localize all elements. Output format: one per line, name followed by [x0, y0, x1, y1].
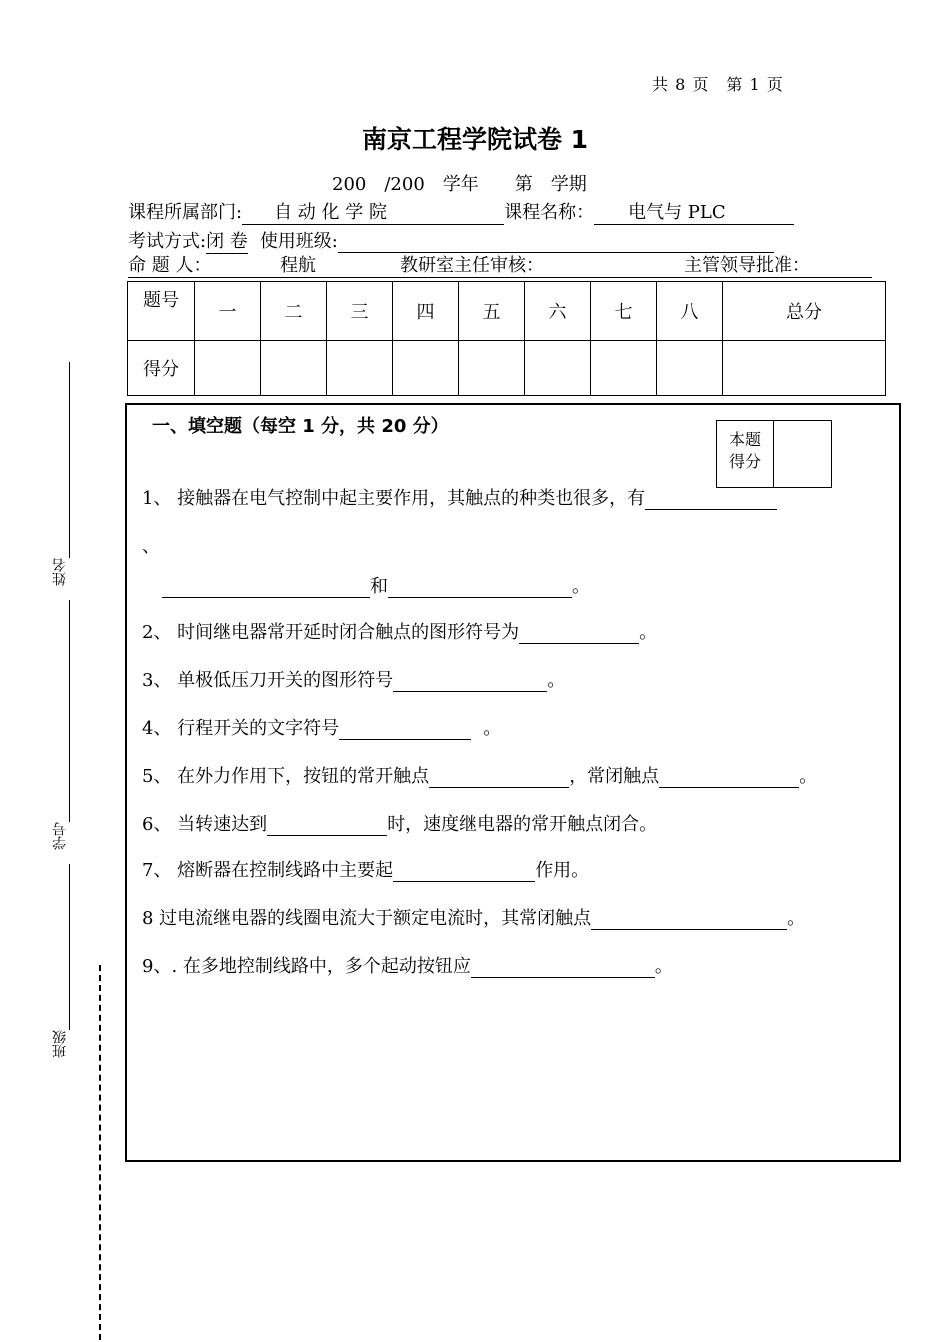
q1-and: 和	[370, 576, 388, 597]
side-id-label: 学号	[52, 822, 68, 850]
approve-label: 主管领导批准：	[684, 255, 810, 276]
q6-blank[interactable]	[267, 814, 387, 836]
question-9	[142, 952, 673, 978]
exam-mode-line	[128, 227, 774, 254]
q4-text: 4、 行程开关的文字符号	[142, 718, 340, 739]
col-3: 三	[327, 282, 393, 341]
dept-course-line	[128, 198, 794, 225]
score-cell[interactable]	[327, 341, 393, 396]
q9-end: 。	[654, 956, 673, 977]
term-line: 200 /200 学年 第 学期	[332, 174, 587, 195]
question-4	[142, 714, 501, 740]
q7-blank[interactable]	[393, 860, 535, 882]
question-1-cont	[162, 572, 590, 598]
score-cell[interactable]	[657, 341, 723, 396]
question-8	[142, 904, 805, 930]
col-1: 一	[195, 282, 261, 341]
q3-end: 。	[547, 670, 566, 691]
q6-text-a: 6、 当转速达到	[142, 814, 268, 835]
page-info: 共 8 页 第 1 页	[652, 75, 784, 94]
q3-text: 3、 单极低压刀开关的图形符号	[142, 670, 394, 691]
name-line[interactable]	[69, 362, 70, 558]
q5-text-b: ，常闭触点	[569, 766, 660, 787]
question-6	[142, 810, 657, 836]
question-3	[142, 666, 565, 692]
col-2: 二	[261, 282, 327, 341]
question-5	[142, 762, 817, 788]
author-label: 命 题 人：	[128, 255, 212, 276]
col-total: 总分	[723, 282, 886, 341]
dept-field[interactable]	[242, 198, 504, 225]
q6-text-b: 时，速度继电器的常开触点闭合。	[387, 814, 658, 835]
q8-blank[interactable]	[591, 908, 787, 930]
col-4: 四	[393, 282, 459, 341]
q5-text-a: 5、 在外力作用下，按钮的常开触点	[142, 766, 430, 787]
section-1-title: 一、填空题（每空 1 分，共 20 分）	[152, 416, 449, 437]
col-7: 七	[591, 282, 657, 341]
q5-blank-1[interactable]	[429, 766, 569, 788]
col-6: 六	[525, 282, 591, 341]
col-5: 五	[459, 282, 525, 341]
q8-end: 。	[787, 908, 806, 929]
q5-blank-2[interactable]	[659, 766, 799, 788]
score-table	[127, 281, 886, 396]
class-field[interactable]	[338, 231, 774, 253]
q4-end: 。	[483, 718, 502, 739]
q9-text: 9、. 在多地控制线路中，多个起动按钮应	[142, 956, 471, 977]
question-number-row	[128, 282, 886, 341]
author-line	[128, 255, 872, 283]
exam-mode-field[interactable]	[206, 227, 248, 254]
q4-blank[interactable]	[339, 718, 471, 740]
q1-blank-2[interactable]	[162, 576, 370, 598]
row-label-question: 题号	[128, 282, 195, 341]
score-label-line-2: 得分	[728, 452, 761, 471]
q7-text-b: 作用。	[535, 860, 590, 881]
score-cell[interactable]	[525, 341, 591, 396]
q9-blank[interactable]	[471, 956, 655, 978]
exam-title: 南京工程学院试卷 1	[361, 125, 589, 154]
question-1	[142, 484, 777, 510]
course-field[interactable]	[594, 198, 794, 225]
score-label-line-1: 本题	[728, 430, 761, 449]
q2-end: 。	[639, 622, 658, 643]
q5-end: 。	[799, 766, 818, 787]
col-8: 八	[657, 282, 723, 341]
score-cell-total[interactable]	[723, 341, 886, 396]
score-cell[interactable]	[393, 341, 459, 396]
score-row	[128, 341, 886, 396]
q1-end: 。	[572, 576, 590, 597]
question-2	[142, 618, 657, 644]
side-class-label: 班级	[52, 1030, 68, 1058]
q1-text: 1、 接触器在电气控制中起主要作用，其触点的种类也很多，有	[142, 488, 646, 509]
id-line[interactable]	[69, 600, 70, 822]
course-label: 课程名称：	[504, 202, 595, 223]
score-cell[interactable]	[261, 341, 327, 396]
score-cell[interactable]	[195, 341, 261, 396]
exam-mode-value: 闭 卷	[206, 231, 248, 252]
section-score-box	[716, 420, 832, 488]
q2-blank[interactable]	[519, 622, 639, 644]
question-1-sep: 、	[142, 536, 160, 557]
class-label: 使用班级:	[259, 231, 338, 252]
section-score-label	[717, 421, 774, 487]
q2-text: 2、 时间继电器常开延时闭合触点的图形符号为	[142, 622, 520, 643]
q8-text: 8 过电流继电器的线圈电流大于额定电流时，其常闭触点	[142, 908, 592, 929]
score-cell[interactable]	[459, 341, 525, 396]
dept-label: 课程所属部门:	[128, 202, 243, 223]
review-label: 教研室主任审核：	[400, 255, 544, 276]
side-name-label: 姓名	[52, 558, 68, 586]
q1-blank-3[interactable]	[388, 576, 572, 598]
score-cell[interactable]	[591, 341, 657, 396]
author-review-field	[128, 255, 872, 278]
row-label-score: 得分	[128, 341, 195, 396]
question-7	[142, 856, 589, 882]
q1-blank-1[interactable]	[645, 488, 777, 510]
q3-blank[interactable]	[393, 670, 547, 692]
dept-value: 自 动 化 学 院	[274, 202, 387, 223]
author-value: 程航	[280, 255, 316, 276]
binding-dashed-line	[99, 965, 101, 1340]
exam-mode-label: 考试方式:	[128, 231, 207, 252]
q7-text-a: 7、 熔断器在控制线路中主要起	[142, 860, 394, 881]
course-value: 电气与 PLC	[628, 202, 726, 223]
class-line[interactable]	[69, 864, 70, 1030]
